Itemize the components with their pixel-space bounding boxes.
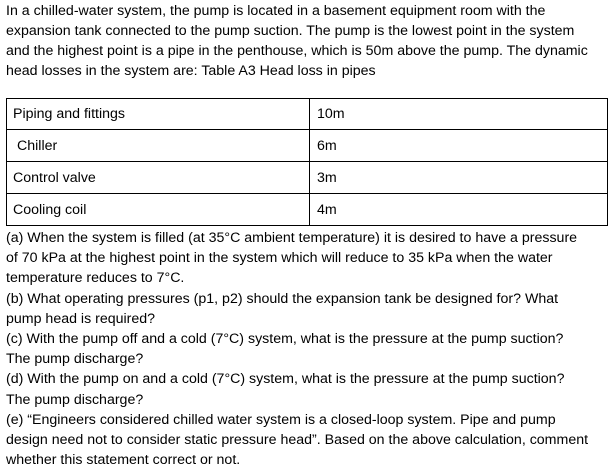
intro-line: and the highest point is a pipe in the penthouse, which is 50m above the pump. The dynamic <box>6 43 588 59</box>
head-loss-table <box>6 98 608 226</box>
question-line: (b) What operating pressures (p1, p2) should the expansion tank be designed for? What <box>6 290 559 307</box>
table-cell-item: Piping and fittings <box>7 99 310 130</box>
question-line: The pump discharge? <box>6 351 144 368</box>
table-row <box>7 162 608 194</box>
table-cell-head-loss: 6m <box>310 130 608 162</box>
table-row <box>7 130 608 162</box>
question-line: whether this statement correct or not. <box>6 452 241 469</box>
intro-line: In a chilled-water system, the pump is located in a basement equipment room with the <box>6 3 546 19</box>
table-cell-head-loss: 10m <box>310 99 608 130</box>
table-cell-head-loss: 4m <box>310 194 608 226</box>
question-line: pump head is required? <box>6 310 156 327</box>
table-cell-item: Cooling coil <box>7 194 310 226</box>
question-list <box>6 228 612 470</box>
question-line: (e) “Engineers considered chilled water system is a closed-loop system. Pipe and pump <box>6 411 556 428</box>
intro-line: expansion tank connected to the pump suction. The pump is the lowest point in the system <box>6 23 575 39</box>
question-line: (a) When the system is filled (at 35°C ambient temperature) it is desired to have a pressure <box>6 230 578 246</box>
question-line: (d) With the pump on and a cold (7°C) system, what is the pressure at the pump suction? <box>6 371 565 388</box>
problem-intro <box>6 1 612 81</box>
intro-line: head losses in the system are: Table A3 Head loss in pipes <box>6 63 376 79</box>
question-line: design need not to consider static pressure head”. Based on the above calculation, comment <box>6 432 589 449</box>
question-line: of 70 kPa at the highest point in the system which will reduce to 35 kPa when the water <box>6 250 553 267</box>
question-line: The pump discharge? <box>6 391 144 408</box>
table-cell-item: Chiller <box>7 130 310 162</box>
question-line: (c) With the pump off and a cold (7°C) system, what is the pressure at the pump suction? <box>6 331 564 348</box>
table-cell-item: Control valve <box>7 162 310 194</box>
table-cell-head-loss: 3m <box>310 162 608 194</box>
table-row <box>7 194 608 226</box>
table-row <box>7 99 608 130</box>
question-line: temperature reduces to 7°C. <box>6 270 185 287</box>
